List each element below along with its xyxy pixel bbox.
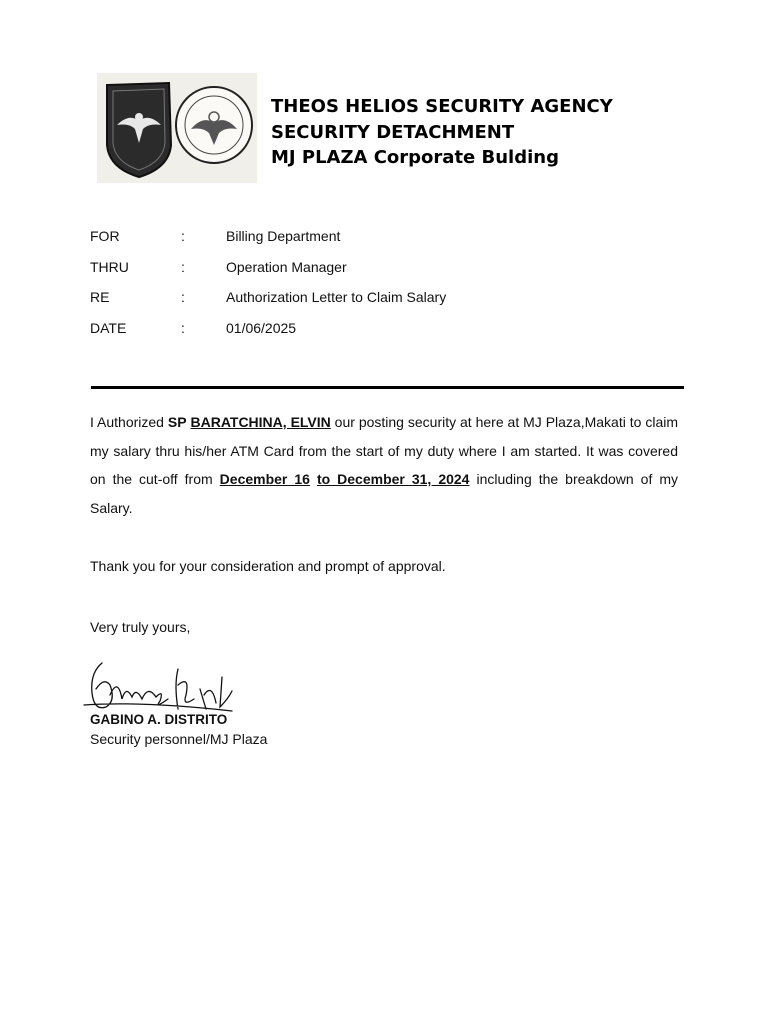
memo-colon: :	[181, 228, 185, 244]
letterhead	[271, 94, 613, 171]
body-text: our posting security at here at MJ Plaza,Makati to claim my salary thru his/her ATM Card from the start of my duty where I am started. It was covered on the cut-off from	[90, 414, 678, 487]
signatory-title: Security personnel/MJ Plaza	[90, 731, 268, 747]
memo-label: THRU	[90, 258, 129, 275]
building-name: MJ PLAZA Corporate Bulding	[271, 147, 559, 168]
closing-line: Very truly yours,	[90, 619, 191, 635]
memo-value: Authorization Letter to Claim Salary	[226, 289, 447, 306]
memo-label: FOR	[90, 228, 120, 244]
signatory-name: GABINO A. DISTRITO	[90, 712, 228, 727]
memo-label: RE	[90, 289, 110, 306]
authorized-person-name: BARATCHINA, ELVIN	[190, 414, 331, 430]
body-text: I Authorized	[90, 414, 168, 430]
memo-colon: :	[181, 258, 185, 275]
body-space	[310, 471, 317, 487]
cutoff-end-date: to December 31, 2024	[316, 471, 470, 487]
memo-value: Billing Department	[226, 228, 341, 244]
rank-text: SP	[167, 414, 187, 430]
thanks-line: Thank you for your consideration and prompt of approval.	[90, 558, 446, 574]
cutoff-start-date: December 16	[219, 471, 310, 487]
detachment-name: SECURITY DETACHMENT	[271, 121, 515, 143]
memo-value: Operation Manager	[226, 258, 347, 275]
agency-logos	[97, 73, 257, 183]
memo-colon: :	[181, 289, 185, 306]
horizontal-divider	[91, 386, 684, 389]
authorization-paragraph	[90, 408, 678, 522]
shield-emblem-icon	[97, 73, 257, 183]
memo-label: DATE	[90, 319, 127, 336]
memo-colon: :	[181, 319, 185, 336]
memo-value: 01/06/2025	[226, 319, 297, 336]
body-text: including the breakdown of my Salary.	[90, 471, 678, 516]
agency-name: THEOS HELIOS SECURITY AGENCY	[271, 96, 613, 117]
